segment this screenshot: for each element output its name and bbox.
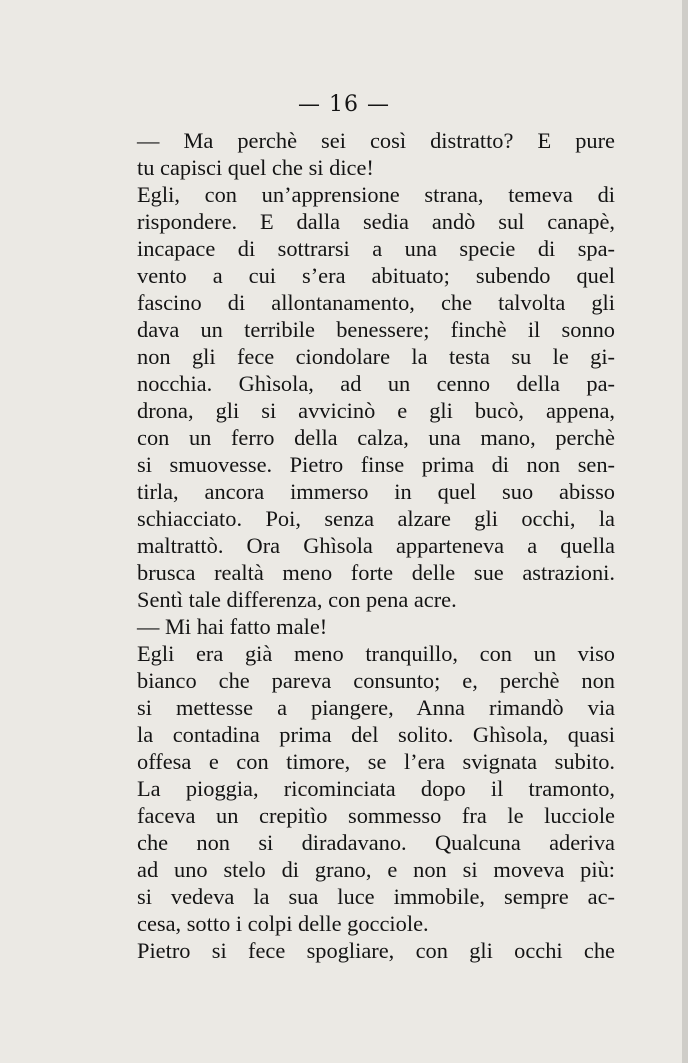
text-line: cesa, sotto i colpi delle gocciole. — [137, 911, 429, 936]
text-line: Egli, con un’apprensione strana, temeva di — [137, 182, 615, 207]
text-line: si mettesse a piangere, Anna rimandò via — [137, 695, 615, 720]
text-line: offesa e con timore, se l’era svignata subito. — [137, 749, 615, 774]
text-line: Sentì tale differenza, con pena acre. — [137, 587, 457, 612]
page-number: — 16 — — [298, 92, 390, 117]
text-line: si smuovesse. Pietro finse prima di non sen- — [137, 452, 615, 477]
text-line: Pietro si fece spogliare, con gli occhi che — [137, 938, 615, 963]
text-line: — Ma perchè sei così distratto? E pure — [137, 128, 615, 153]
text-line: brusca realtà meno forte delle sue astrazioni. — [137, 560, 615, 585]
text-line: ad uno stelo di grano, e non si moveva più: — [137, 857, 615, 882]
text-line: fascino di allontanamento, che talvolta gli — [137, 290, 615, 315]
text-line: non gli fece ciondolare la testa su le gi- — [137, 344, 615, 369]
text-line: bianco che pareva consunto; e, perchè non — [137, 668, 615, 693]
text-line: drona, gli si avvicinò e gli bucò, appena, — [137, 398, 615, 423]
text-line: tirla, ancora immerso in quel suo abisso — [137, 479, 615, 504]
page-text — [137, 127, 615, 964]
text-line: vento a cui s’era abituato; subendo quel — [137, 263, 615, 288]
text-line: tu capisci quel che si dice! — [137, 155, 374, 180]
text-line: rispondere. E dalla sedia andò sul canapè, — [137, 209, 615, 234]
text-line: schiacciato. Poi, senza alzare gli occhi, la — [137, 506, 615, 531]
text-line: incapace di sottrarsi a una specie di spa- — [137, 236, 615, 261]
text-line: nocchia. Ghìsola, ad un cenno della pa- — [137, 371, 615, 396]
text-line: faceva un crepitìo sommesso fra le lucciole — [137, 803, 615, 828]
text-line: la contadina prima del solito. Ghìsola, quasi — [137, 722, 615, 747]
text-line: maltrattò. Ora Ghìsola apparteneva a quella — [137, 533, 615, 558]
text-line: Egli era già meno tranquillo, con un viso — [137, 641, 615, 666]
text-line: che non si diradavano. Qualcuna aderiva — [137, 830, 615, 855]
text-line: con un ferro della calza, una mano, perchè — [137, 425, 615, 450]
text-line: dava un terribile benessere; finchè il sonno — [137, 317, 615, 342]
text-line: — Mi hai fatto male! — [137, 614, 328, 639]
text-line: si vedeva la sua luce immobile, sempre ac- — [137, 884, 615, 909]
text-line: La pioggia, ricominciata dopo il tramonto, — [137, 776, 615, 801]
